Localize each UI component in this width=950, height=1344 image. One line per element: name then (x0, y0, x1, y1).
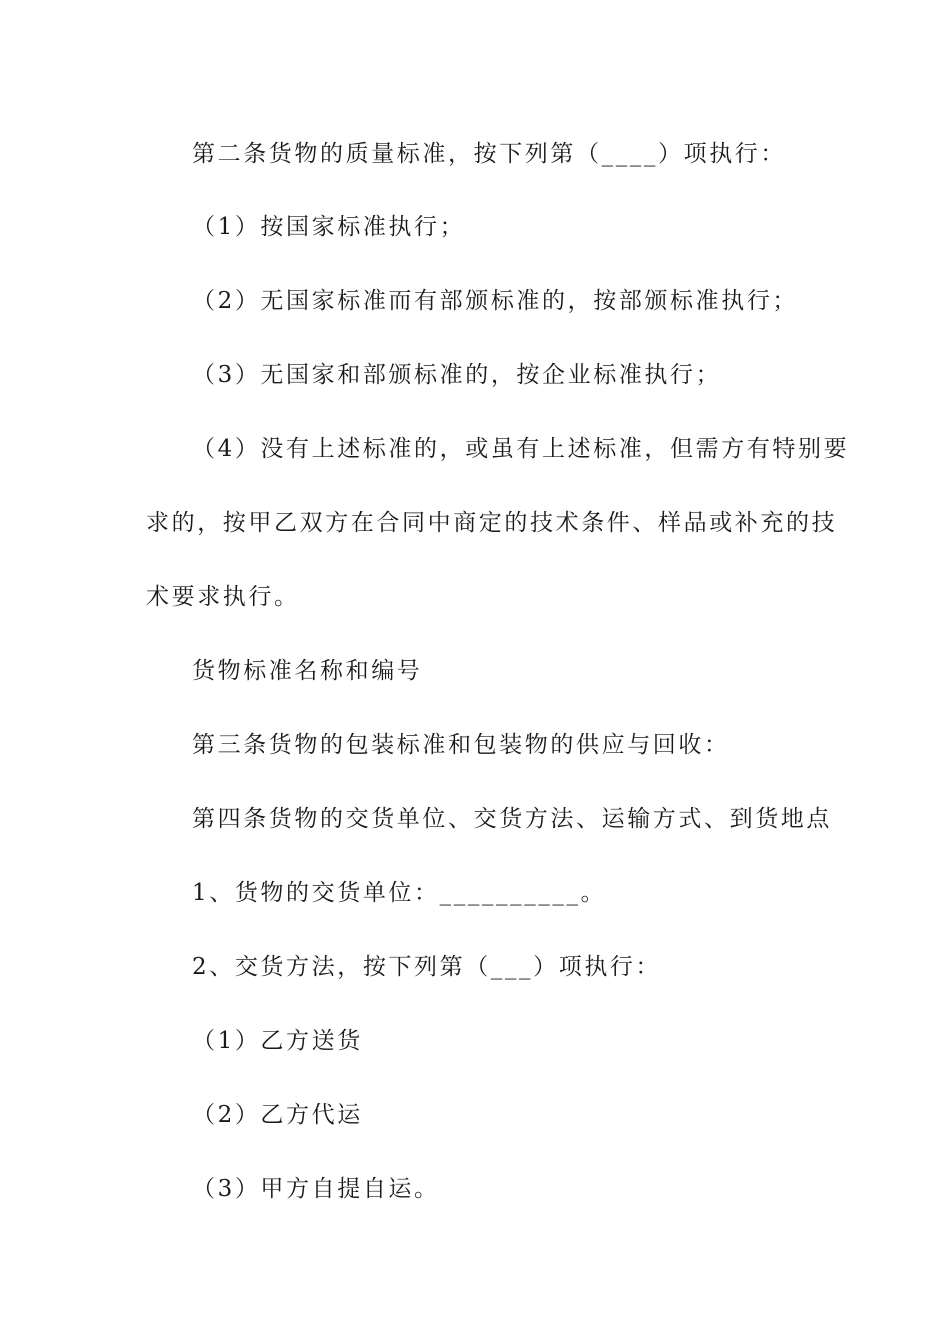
clause-2-heading: 第二条货物的质量标准，按下列第（____）项执行： (192, 141, 786, 167)
clause-2-item-3: （3）无国家和部颁标准的，按企业标准执行； (192, 362, 722, 388)
clause-4-heading: 第四条货物的交货单位、交货方法、运输方式、到货地点 (192, 806, 832, 832)
clause-4-item-1: 1、货物的交货单位：__________。 (192, 880, 607, 906)
clause-2-item-1: （1）按国家标准执行； (192, 214, 466, 240)
clause-4-item-2: 2、交货方法，按下列第（___）项执行： (192, 954, 662, 980)
clause-2-item-4-line-3: 术要求执行。 (146, 584, 300, 610)
delivery-option-3: （3）甲方自提自运。 (192, 1176, 440, 1202)
clause-2-item-4-line-1: （4）没有上述标准的，或虽有上述标准，但需方有特别要 (192, 436, 850, 462)
delivery-option-2: （2）乙方代运 (192, 1102, 363, 1128)
clause-2-item-2: （2）无国家标准而有部颁标准的，按部颁标准执行； (192, 288, 799, 314)
clause-2-item-4-line-2: 求的，按甲乙双方在合同中商定的技术条件、样品或补充的技 (146, 510, 838, 536)
delivery-option-1: （1）乙方送货 (192, 1028, 363, 1054)
clause-3-heading: 第三条货物的包装标准和包装物的供应与回收： (192, 732, 730, 758)
goods-standard-name: 货物标准名称和编号 (192, 658, 423, 684)
